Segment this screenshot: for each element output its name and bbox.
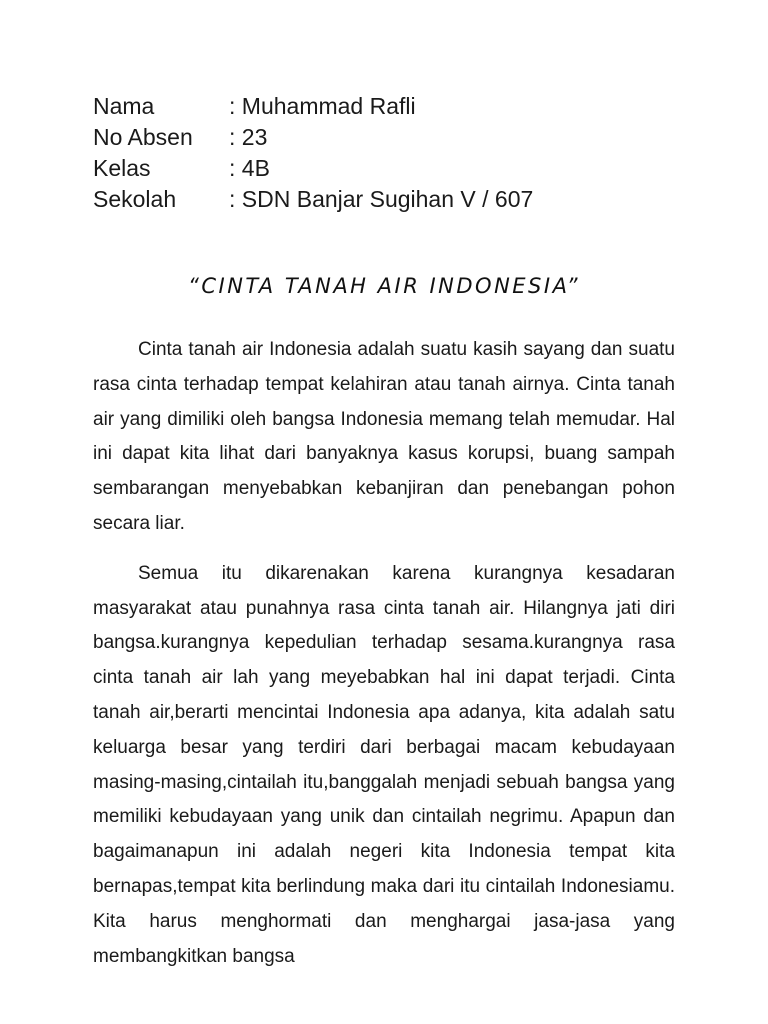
info-label: Kelas xyxy=(93,155,151,181)
info-value: : 23 xyxy=(229,124,268,150)
info-row-sekolah xyxy=(93,184,533,215)
paragraph: Semua itu dikarenakan karena kurangnya kesadaran masyarakat atau punahnya rasa cinta tanah air. Hilangnya jati diri bangsa.kurangnya kepedulian terhadap sesama.kurangnya rasa cinta tanah air lah yang meyebabkan hal ini dapat terjadi. Cinta tanah air,berarti mencintai Indonesia apa adanya, kita adalah satu keluarga besar yang terdiri dari berbagai macam kebudayaan masing-masing,cintailah itu,banggalah menjadi sebuah bangsa yang memiliki kebudayaan yang unik dan cintailah negrimu. Apapun dan bagaimanapun ini adalah negeri kita Indonesia tempat kita bernapas,tempat kita berlindung maka dari itu cintailah Indonesiamu. Kita harus menghormati dan menghargai jasa-jasa yang membangkitkan bangsa xyxy=(93,562,675,967)
info-value: : 4B xyxy=(229,155,270,181)
info-value: : Muhammad Rafli xyxy=(229,93,416,119)
info-row-nama xyxy=(93,91,533,122)
info-label: Nama xyxy=(93,93,155,119)
info-row-kelas xyxy=(93,153,533,184)
info-label: No Absen xyxy=(93,124,193,150)
essay-title: “CINTA TANAH AIR INDONESIA” xyxy=(187,274,581,298)
info-row-no-absen xyxy=(93,122,533,153)
student-info-table xyxy=(93,91,533,215)
info-label: Sekolah xyxy=(93,186,177,212)
info-value: : SDN Banjar Sugihan V / 607 xyxy=(229,186,534,212)
essay-body xyxy=(93,333,675,974)
paragraph: Cinta tanah air Indonesia adalah suatu kasih sayang dan suatu rasa cinta terhadap tempat kelahiran atau tanah airnya. Cinta tanah air yang dimiliki oleh bangsa Indonesia memang telah memudar. Hal ini dapat kita lihat dari banyaknya kasus korupsi, buang sampah sembarangan menyebabkan kebanjiran dan penebangan pohon secara liar. xyxy=(93,339,675,534)
